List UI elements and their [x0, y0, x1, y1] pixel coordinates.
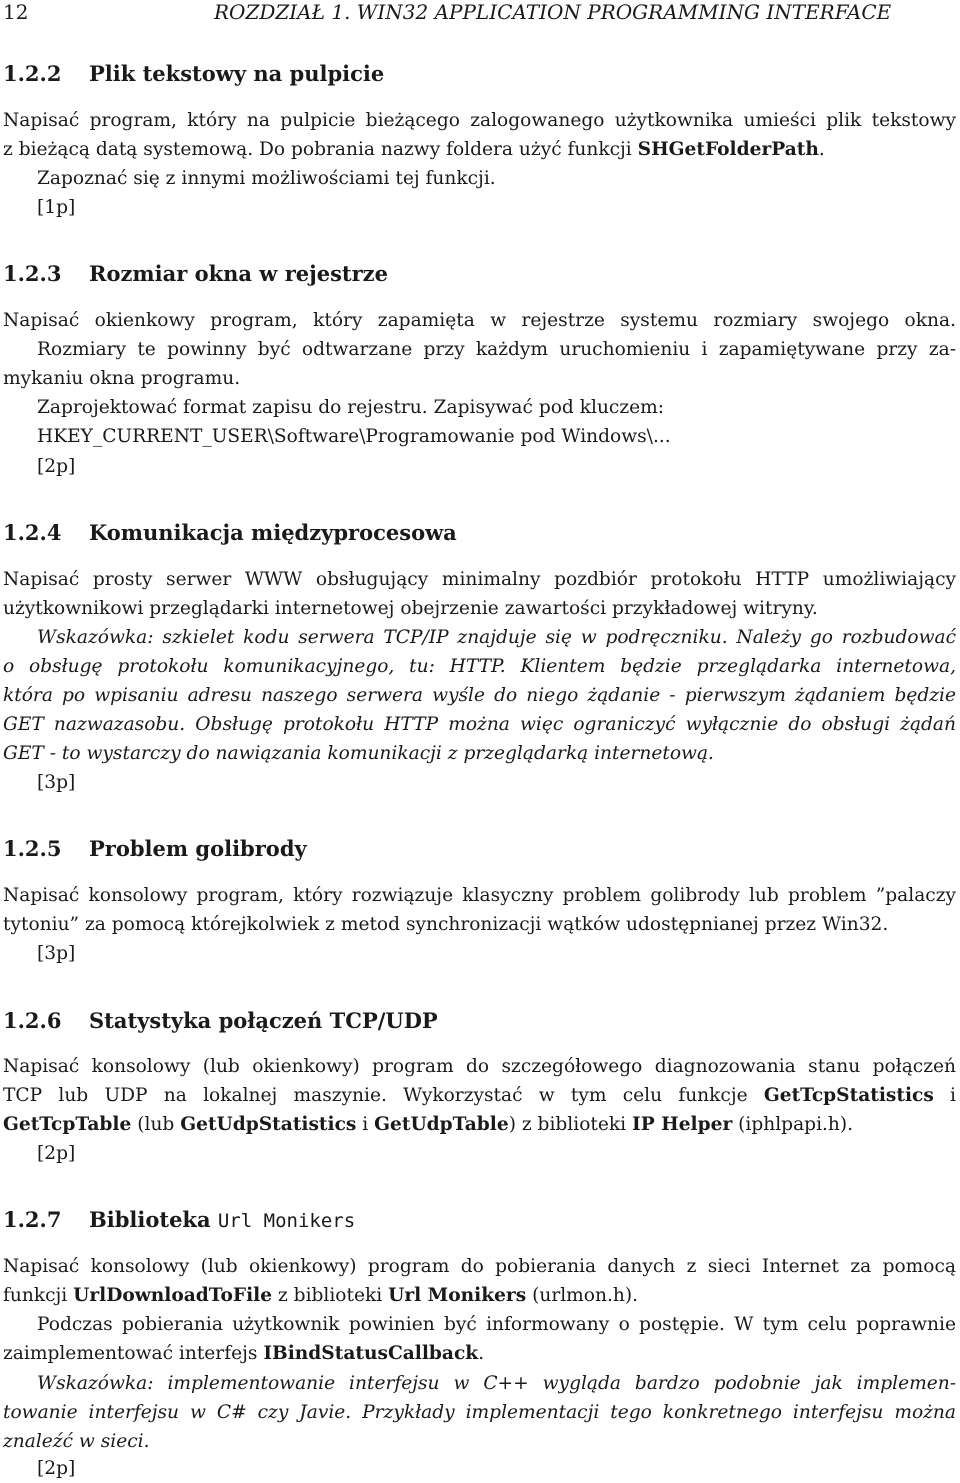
function-name: GetTcpTable	[3, 1114, 132, 1135]
points-label: [2p]	[37, 456, 76, 477]
paragraph-line: Napisać okienkowy program, który zapamięta w rejestrze systemu rozmiary swojego okna.	[3, 310, 956, 331]
section-heading-1-2-2	[3, 60, 384, 88]
section-title-code: Url Monikers	[217, 1210, 356, 1232]
section-number: 1.2.7	[3, 1207, 62, 1232]
registry-key: HKEY_CURRENT_USER\Software\Programowanie pod Windows\...	[37, 426, 671, 447]
hint-line: Wskazówka: szkielet kodu serwera TCP/IP znajduje się w podręczniku. Należy go rozbudować	[37, 627, 956, 648]
section-heading-1-2-3	[3, 260, 388, 288]
section-number: 1.2.2	[3, 61, 62, 86]
paragraph-line: mykaniu okna programu.	[3, 368, 241, 389]
interface-name: IBindStatusCallback	[263, 1343, 479, 1364]
points-label: [2p]	[37, 1458, 76, 1479]
paragraph-line: Napisać program, który na pulpicie bieżącego zalogowanego użytkownika umieści plik tekstowy	[3, 110, 956, 131]
library-name: Url Monikers	[388, 1285, 527, 1306]
paragraph-line: funkcji UrlDownloadToFile z biblioteki Url Monikers (urlmon.h).	[3, 1285, 639, 1306]
hint-line: towanie interfejsu w C# czy Javie. Przykłady implementacji tego konkretnego interfejsu można	[3, 1402, 956, 1423]
paragraph-line: użytkownikowi przeglądarki internetowej obejrzenie zawartości przykładowej witryny.	[3, 598, 818, 619]
paragraph-line: z bieżącą datą systemową. Do pobrania nazwy foldera użyć funkcji SHGetFolderPath.	[3, 139, 825, 160]
paragraph-line: Napisać konsolowy program, który rozwiązuje klasyczny problem golibrody lub problem ”palaczy	[3, 885, 956, 906]
page-number: 12	[3, 0, 29, 24]
section-title: Rozmiar okna w rejestrze	[89, 261, 388, 286]
function-name: GetTcpStatistics	[763, 1085, 934, 1106]
section-number: 1.2.4	[3, 520, 62, 545]
paragraph-line: Napisać konsolowy (lub okienkowy) program do pobierania danych z sieci Internet za pomocą	[3, 1256, 956, 1277]
hint-line: o obsługę protokołu komunikacyjnego, tu: HTTP. Klientem będzie przeglądarka internetowa,	[3, 656, 956, 677]
paragraph-line: Napisać prosty serwer WWW obsługujący minimalny pozdbiór protokołu HTTP umożliwiający	[3, 569, 956, 590]
paragraph-line: Napisać konsolowy (lub okienkowy) program do szczegółowego diagnozowania stanu połączeń	[3, 1056, 956, 1077]
function-name: GetUdpTable	[374, 1114, 509, 1135]
library-name: IP Helper	[632, 1114, 733, 1135]
paragraph-line: Rozmiary te powinny być odtwarzane przy każdym uruchomieniu i zapamiętywane przy za-	[37, 339, 956, 360]
points-label: [3p]	[37, 943, 76, 964]
section-title: Komunikacja międzyprocesowa	[89, 520, 457, 545]
paragraph-line: Zaprojektować format zapisu do rejestru. Zapisywać pod kluczem:	[37, 397, 665, 418]
hint-line: GET nazwazasobu. Obsługę protokołu HTTP można więc ograniczyć wyłącznie do obsługi żądań	[3, 714, 956, 735]
section-number: 1.2.3	[3, 261, 62, 286]
section-heading-1-2-6	[3, 1007, 438, 1035]
running-head: ROZDZIAŁ 1. WIN32 APPLICATION PROGRAMMING INTERFACE	[214, 0, 892, 24]
section-heading-1-2-5	[3, 835, 307, 863]
hint-line: Wskazówka: implementowanie interfejsu w C++ wygląda bardzo podobnie jak implemen-	[37, 1373, 956, 1394]
paragraph-line: TCP lub UDP na lokalnej maszynie. Wykorzystać w tym celu funkcje GetTcpStatistics i	[3, 1085, 956, 1106]
paragraph-line: Podczas pobierania użytkownik powinien być informowany o postępie. W tym celu poprawnie	[37, 1314, 956, 1335]
points-label: [1p]	[37, 197, 76, 218]
paragraph-line: Zapoznać się z innymi możliwościami tej funkcji.	[37, 168, 496, 189]
hint-line: GET - to wystarczy do nawiązania komunikacji z przeglądarką internetową.	[3, 743, 714, 764]
section-heading-1-2-7	[3, 1206, 355, 1235]
paragraph-line: GetTcpTable (lub GetUdpStatistics i GetUdpTable) z biblioteki IP Helper (iphlpapi.h).	[3, 1114, 854, 1135]
section-title: Problem golibrody	[89, 836, 307, 861]
paragraph-line: tytoniu” za pomocą którejkolwiek z metod synchronizacji wątków udostępnianej przez Win32.	[3, 914, 889, 935]
section-number: 1.2.6	[3, 1008, 62, 1033]
section-title: Statystyka połączeń TCP/UDP	[89, 1008, 438, 1033]
function-name: GetUdpStatistics	[180, 1114, 357, 1135]
section-title: Biblioteka	[89, 1207, 218, 1232]
hint-line: znaleźć w sieci.	[3, 1431, 150, 1452]
section-number: 1.2.5	[3, 836, 62, 861]
function-name: UrlDownloadToFile	[73, 1285, 273, 1306]
points-label: [3p]	[37, 772, 76, 793]
section-title: Plik tekstowy na pulpicie	[89, 61, 385, 86]
section-heading-1-2-4	[3, 519, 457, 547]
hint-line: która po wpisaniu adresu naszego serwera wyśle do niego żądanie - pierwszym żądaniem będzie	[3, 685, 956, 706]
points-label: [2p]	[37, 1143, 76, 1164]
function-name: SHGetFolderPath	[637, 139, 819, 160]
paragraph-line: zaimplementować interfejs IBindStatusCallback.	[3, 1343, 485, 1364]
